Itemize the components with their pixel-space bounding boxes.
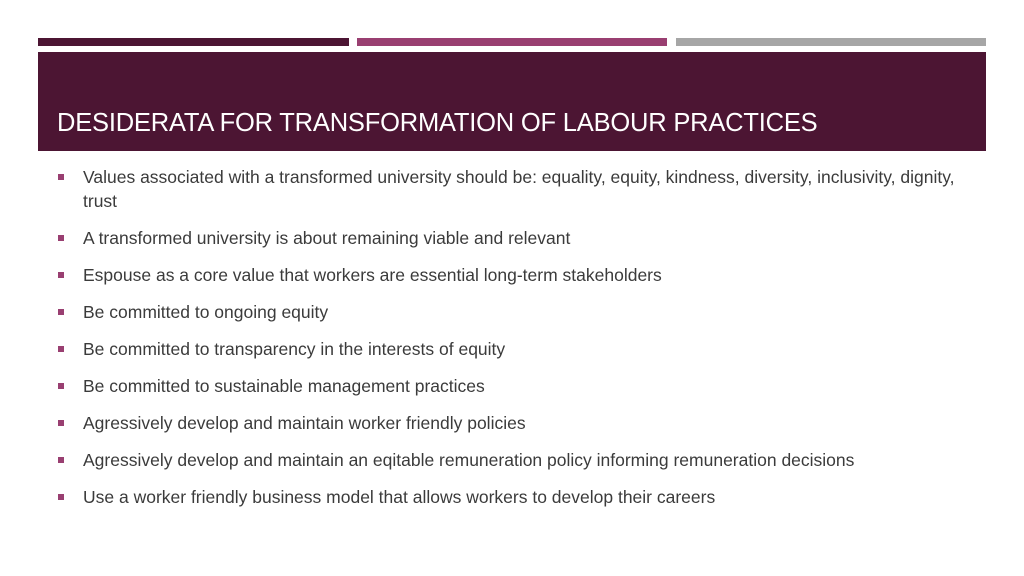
square-bullet-icon [58,457,64,463]
accent-bar-gray [676,38,986,46]
square-bullet-icon [58,309,64,315]
square-bullet-icon [58,346,64,352]
square-bullet-icon [58,420,64,426]
bullet-text: A transformed university is about remaining viable and relevant [83,228,571,248]
bullet-text: Espouse as a core value that workers are essential long-term stakeholders [83,265,662,285]
bullet-item [58,374,978,398]
square-bullet-icon [58,383,64,389]
bullet-item [58,226,978,250]
bullet-text: Agressively develop and maintain an eqitable remuneration policy informing remuneration decisions [83,450,855,470]
bullet-item [58,337,978,361]
bullet-item [58,448,978,472]
square-bullet-icon [58,235,64,241]
bullet-item [58,485,978,509]
bullet-text: Agressively develop and maintain worker friendly policies [83,413,526,433]
bullet-text: Be committed to transparency in the interests of equity [83,339,506,359]
bullet-text: Use a worker friendly business model that allows workers to develop their careers [83,487,716,507]
bullet-text: Values associated with a transformed university should be: equality, equity, kindness, diversity, inclusivity, dignity, trust [83,167,955,211]
bullet-item [58,165,978,213]
bullet-list [58,165,978,522]
square-bullet-icon [58,494,64,500]
accent-bar-dark-plum [38,38,349,46]
bullet-item [58,300,978,324]
bullet-item [58,411,978,435]
title-band [38,52,986,151]
top-accent-bars [38,38,986,46]
slide-title: DESIDERATA FOR TRANSFORMATION OF LABOUR PRACTICES [57,109,818,137]
square-bullet-icon [58,272,64,278]
bullet-text: Be committed to sustainable management practices [83,376,485,396]
bullet-item [58,263,978,287]
square-bullet-icon [58,174,64,180]
bullet-text: Be committed to ongoing equity [83,302,329,322]
accent-bar-magenta [357,38,667,46]
